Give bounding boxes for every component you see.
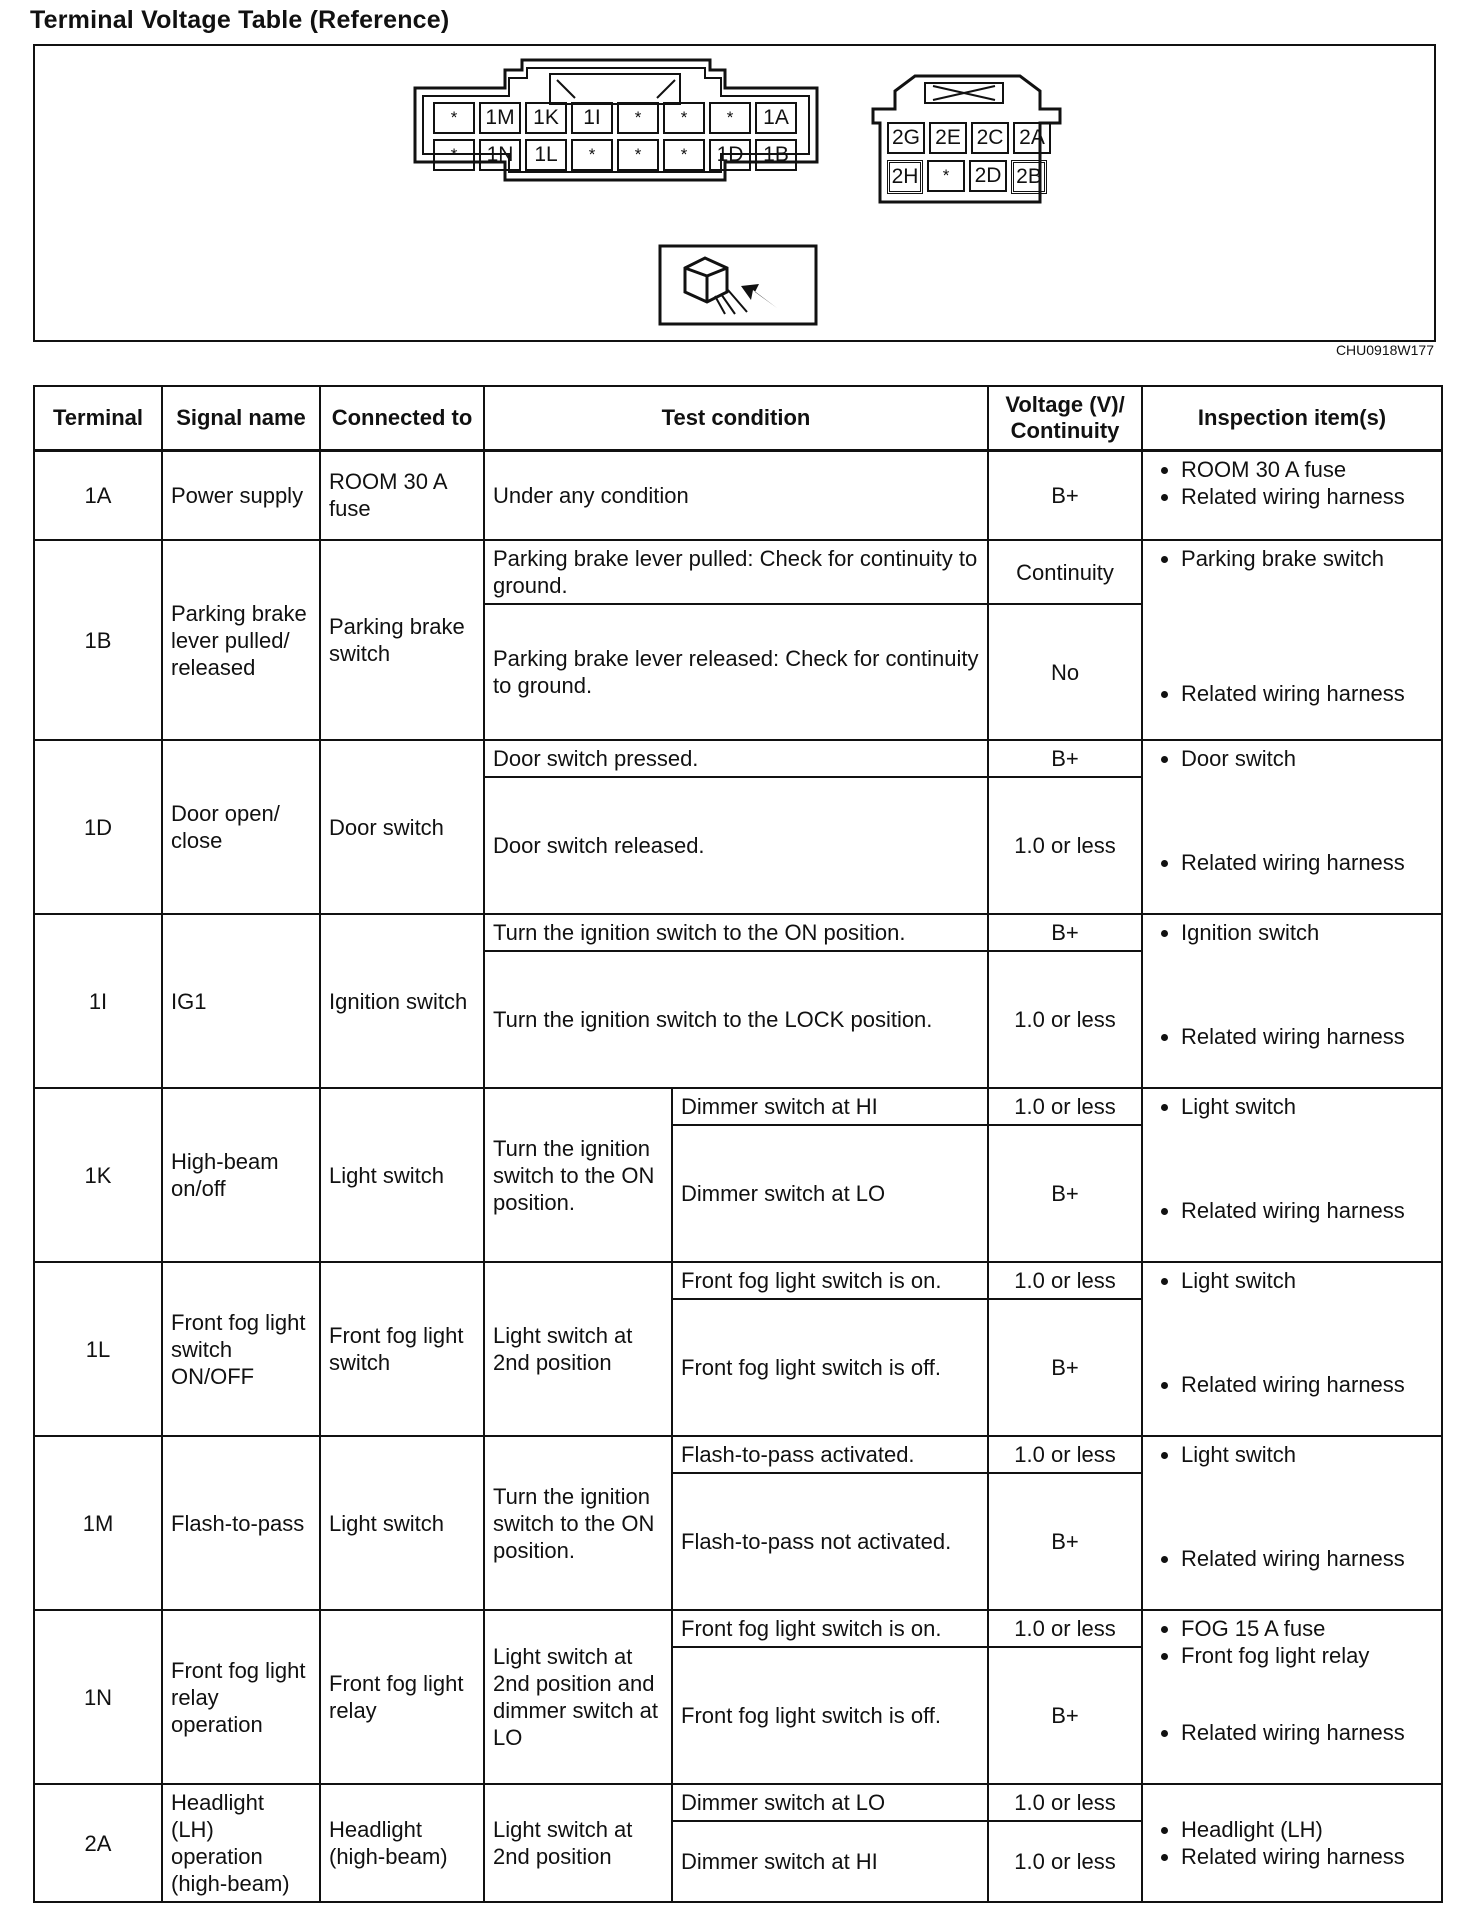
voltage-cell: B+	[988, 1647, 1142, 1784]
header-signal-name: Signal name	[162, 386, 320, 450]
connected-cell: Light switch	[320, 1436, 484, 1610]
pin: 2B	[1011, 160, 1047, 194]
voltage-cell: B+	[988, 1299, 1142, 1436]
voltage-cell: Continuity	[988, 540, 1142, 604]
signal-cell: IG1	[162, 914, 320, 1088]
pin: *	[927, 160, 965, 192]
condition-main-cell: Turn the ignition switch to the ON position.	[484, 1436, 672, 1610]
signal-cell: Power supply	[162, 450, 320, 540]
pin: 1D	[709, 139, 751, 171]
connected-cell: Front fog light switch	[320, 1262, 484, 1436]
condition-main-cell: Light switch at 2nd position	[484, 1262, 672, 1436]
terminal-cell: 1M	[34, 1436, 162, 1610]
connected-cell: ROOM 30 A fuse	[320, 450, 484, 540]
voltage-cell: B+	[988, 1473, 1142, 1610]
inspection-item: • Parking brake switch	[1181, 545, 1433, 572]
connected-cell: Front fog light relay	[320, 1610, 484, 1784]
table-row	[34, 740, 1442, 777]
inspection-item: • Related wiring harness	[1181, 849, 1433, 876]
terminal-cell: 1N	[34, 1610, 162, 1784]
condition-cell: Front fog light switch is on.	[672, 1262, 988, 1299]
inspection-item: • ROOM 30 A fuse	[1181, 456, 1433, 483]
inspection-cell	[1142, 1436, 1442, 1610]
pin: 2A	[1013, 122, 1051, 154]
voltage-cell: 1.0 or less	[988, 1784, 1142, 1821]
table-header-row	[34, 386, 1442, 450]
terminal-voltage-table	[33, 385, 1443, 1903]
inspection-item: • Related wiring harness	[1181, 1843, 1433, 1870]
condition-cell: Flash-to-pass not activated.	[672, 1473, 988, 1610]
pin: *	[617, 139, 659, 171]
pin: 2E	[929, 122, 967, 154]
signal-cell: High-beam on/off	[162, 1088, 320, 1262]
inspection-cell	[1142, 450, 1442, 540]
pin: *	[663, 102, 705, 134]
table-row	[34, 1610, 1442, 1647]
inspection-item: • Related wiring harness	[1181, 680, 1433, 707]
condition-cell: Flash-to-pass activated.	[672, 1436, 988, 1473]
signal-cell: Parking brake lever pulled/ released	[162, 540, 320, 740]
voltage-cell: 1.0 or less	[988, 1610, 1142, 1647]
pin: 1K	[525, 102, 567, 134]
voltage-cell: 1.0 or less	[988, 777, 1142, 914]
voltage-cell: B+	[988, 450, 1142, 540]
condition-cell: Dimmer switch at HI	[672, 1088, 988, 1125]
pin: *	[433, 139, 475, 171]
pin: *	[709, 102, 751, 134]
voltage-cell: 1.0 or less	[988, 1262, 1142, 1299]
condition-cell: Under any condition	[484, 450, 988, 540]
condition-cell: Parking brake lever released: Check for continuity to ground.	[484, 604, 988, 740]
header-terminal: Terminal	[34, 386, 162, 450]
signal-cell: Door open/ close	[162, 740, 320, 914]
voltage-cell: 1.0 or less	[988, 951, 1142, 1088]
signal-cell: Front fog light relay operation	[162, 1610, 320, 1784]
inspection-item: • FOG 15 A fuse	[1181, 1615, 1433, 1642]
pin: *	[617, 102, 659, 134]
left-connector-pins	[433, 102, 797, 171]
pin: *	[571, 139, 613, 171]
header-test-condition: Test condition	[484, 386, 988, 450]
voltage-cell: 1.0 or less	[988, 1821, 1142, 1902]
terminal-cell: 1D	[34, 740, 162, 914]
header-inspection: Inspection item(s)	[1142, 386, 1442, 450]
condition-cell: Parking brake lever pulled: Check for continuity to ground.	[484, 540, 988, 604]
figure-code: CHU0918W177	[1335, 342, 1434, 358]
condition-cell: Door switch pressed.	[484, 740, 988, 777]
inspection-cell	[1142, 1088, 1442, 1262]
table-row	[34, 1436, 1442, 1473]
header-connected-to: Connected to	[320, 386, 484, 450]
pin: 2D	[969, 160, 1007, 192]
table-row	[34, 540, 1442, 604]
condition-cell: Dimmer switch at LO	[672, 1125, 988, 1262]
inspection-cell	[1142, 1262, 1442, 1436]
pin: 1B	[755, 139, 797, 171]
pin: 1I	[571, 102, 613, 134]
pin: 2C	[971, 122, 1009, 154]
condition-cell: Turn the ignition switch to the LOCK position.	[484, 951, 988, 1088]
inspection-item: • Related wiring harness	[1181, 1371, 1433, 1398]
connected-cell: Headlight (high-beam)	[320, 1784, 484, 1902]
right-connector-pins	[887, 122, 1051, 194]
pin: 1M	[479, 102, 521, 134]
signal-cell: Front fog light switch ON/OFF	[162, 1262, 320, 1436]
condition-main-cell: Light switch at 2nd position and dimmer switch at LO	[484, 1610, 672, 1784]
condition-cell: Door switch released.	[484, 777, 988, 914]
inspection-item: • Door switch	[1181, 745, 1433, 772]
table-row	[34, 450, 1442, 540]
pin: 2G	[887, 122, 925, 154]
page-title: Terminal Voltage Table (Reference)	[30, 6, 450, 34]
inspection-item: • Light switch	[1181, 1093, 1433, 1120]
table-row	[34, 1262, 1442, 1299]
terminal-cell: 1K	[34, 1088, 162, 1262]
header-voltage: Voltage (V)/ Continuity	[988, 386, 1142, 450]
connected-cell: Door switch	[320, 740, 484, 914]
inspection-item: • Related wiring harness	[1181, 1545, 1433, 1572]
connected-cell: Parking brake switch	[320, 540, 484, 740]
inspection-cell	[1142, 914, 1442, 1088]
inspection-item: • Light switch	[1181, 1267, 1433, 1294]
terminal-cell: 2A	[34, 1784, 162, 1902]
voltage-cell: 1.0 or less	[988, 1436, 1142, 1473]
condition-cell: Front fog light switch is off.	[672, 1299, 988, 1436]
inspection-cell	[1142, 1610, 1442, 1784]
inspection-item: • Related wiring harness	[1181, 483, 1433, 510]
terminal-cell: 1I	[34, 914, 162, 1088]
condition-cell: Dimmer switch at LO	[672, 1784, 988, 1821]
voltage-cell: B+	[988, 914, 1142, 951]
inspection-cell	[1142, 1784, 1442, 1902]
table-row	[34, 1784, 1442, 1821]
connector-figure	[33, 44, 1436, 342]
connected-cell: Light switch	[320, 1088, 484, 1262]
inspection-item: • Front fog light relay	[1181, 1642, 1433, 1669]
inspection-item: • Headlight (LH)	[1181, 1816, 1433, 1843]
pin: 2H	[887, 160, 923, 194]
condition-main-cell: Turn the ignition switch to the ON position.	[484, 1088, 672, 1262]
inspection-item: • Ignition switch	[1181, 919, 1433, 946]
signal-cell: Flash-to-pass	[162, 1436, 320, 1610]
inspection-cell	[1142, 540, 1442, 740]
condition-cell: Front fog light switch is off.	[672, 1647, 988, 1784]
inspection-item: • Light switch	[1181, 1441, 1433, 1468]
terminal-cell: 1A	[34, 450, 162, 540]
pin: *	[663, 139, 705, 171]
voltage-cell: No	[988, 604, 1142, 740]
connector-diagram	[35, 46, 1434, 340]
table-row	[34, 1088, 1442, 1125]
inspection-item: • Related wiring harness	[1181, 1023, 1433, 1050]
pin: 1A	[755, 102, 797, 134]
inspection-item: • Related wiring harness	[1181, 1197, 1433, 1224]
condition-cell: Front fog light switch is on.	[672, 1610, 988, 1647]
inspection-cell	[1142, 740, 1442, 914]
condition-cell: Dimmer switch at HI	[672, 1821, 988, 1902]
condition-main-cell: Light switch at 2nd position	[484, 1784, 672, 1902]
voltage-cell: B+	[988, 1125, 1142, 1262]
pin: 1L	[525, 139, 567, 171]
condition-cell: Turn the ignition switch to the ON position.	[484, 914, 988, 951]
table-row	[34, 914, 1442, 951]
pin: *	[433, 102, 475, 134]
terminal-cell: 1L	[34, 1262, 162, 1436]
voltage-cell: 1.0 or less	[988, 1088, 1142, 1125]
terminal-cell: 1B	[34, 540, 162, 740]
inspection-item: • Related wiring harness	[1181, 1719, 1433, 1746]
plug-icon	[660, 246, 816, 324]
signal-cell: Headlight (LH) operation (high-beam)	[162, 1784, 320, 1902]
connected-cell: Ignition switch	[320, 914, 484, 1088]
voltage-cell: B+	[988, 740, 1142, 777]
pin: 1N	[479, 139, 521, 171]
